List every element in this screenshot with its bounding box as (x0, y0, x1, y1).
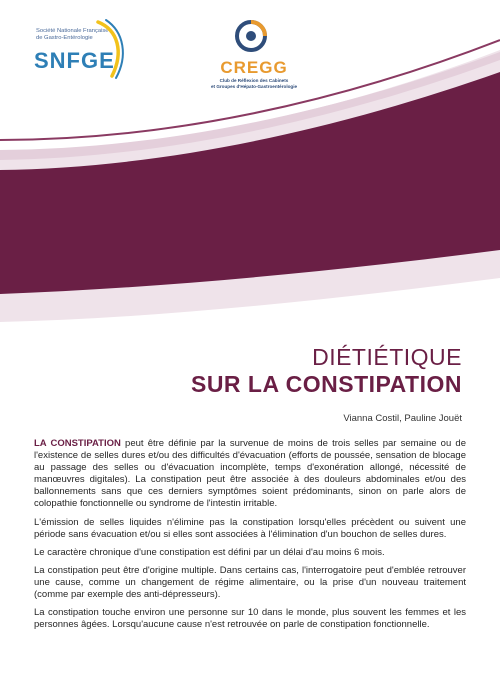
cregg-subtitle (196, 78, 312, 89)
paragraph-5: La constipation touche environ une personne sur 10 dans le monde, plus souvent les femmes et les personnes âgées. Lorsqu'aucune cause n'est retrouvée on parle de constipation fonctionnelle. (34, 607, 466, 631)
snfge-swoosh-icon (92, 18, 132, 82)
paragraph-3: Le caractère chronique d'une constipation est défini par un délai d'au moins 6 mois. (34, 546, 385, 558)
cregg-emblem-icon (228, 18, 274, 58)
snfge-tagline-line2: de Gastro-Entérologie (36, 35, 93, 41)
authors: Vianna Costil, Pauline Jouët (343, 413, 462, 424)
page-title-line1: DIÉTIÉTIQUE (312, 344, 462, 370)
cregg-subtitle-line1: Club de Réflexion des Cabinets (219, 78, 289, 83)
page-title-line2: SUR LA CONSTIPATION (190, 371, 462, 397)
snfge-tagline-line1: Société Nationale Française (36, 28, 109, 34)
cregg-wordmark: CREGG (220, 58, 288, 77)
paragraph-2: L'émission de selles liquides n'élimine pas la constipation lorsqu'elles précèdent ou suivent une période sans évacuation et/ou si elles sont associées à l'élimination d'un bouchon de selles dures. (34, 516, 466, 540)
paragraph-1 (34, 438, 466, 511)
paragraph-4: La constipation peut être d'origine multiple. Dans certains cas, l'interrogatoire peut d'emblée retrouver une cause, comme un changement de régime alimentaire, ou la prise d'un nouveau traitement (comme par exemple des anti-dépresseurs). (34, 564, 466, 601)
snfge-wordmark: SNFGE (34, 48, 115, 73)
paragraph-1-text: peut être définie par la survenue de moins de trois selles par semaine ou de l'existence de selles dures et/ou des difficultés d'évacuation (efforts de poussée, sensation de blocage au passage des selles ou d'évacuation incomplète, temps d'exonération allongé, nécessité de manœuvres digitales). La constipation peut être associée à des douleurs abdominales et/ou des ballonnements sans que ces derniers symptômes soient prédominants, sinon on parle alors de colopathie fonctionnelle ou syndrome de l'intestin irritable. (34, 438, 466, 510)
article-body (34, 438, 466, 637)
paragraph-1-lead: LA CONSTIPATION (34, 438, 121, 449)
cregg-subtitle-line2: et Groupes d'Hépato-Gastroentérologie (210, 83, 298, 89)
